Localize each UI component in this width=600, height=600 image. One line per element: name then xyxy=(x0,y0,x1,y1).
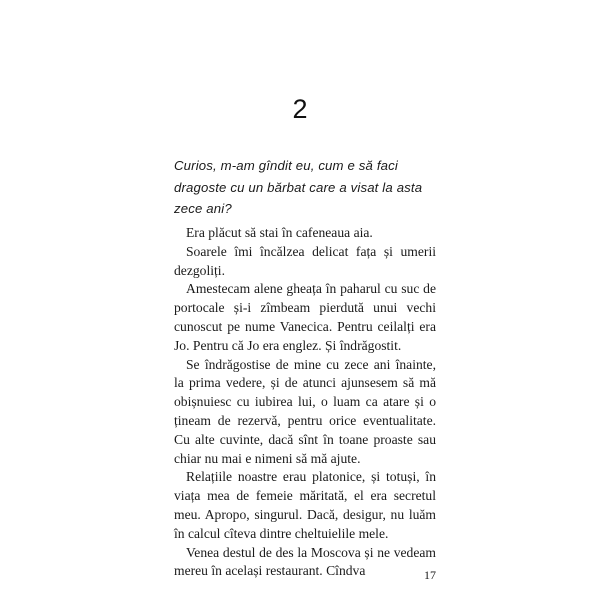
body-paragraph: Venea destul de des la Moscova și ne vedeam mereu în același restaurant. Cîndva xyxy=(174,544,436,579)
chapter-number: 2 xyxy=(292,94,308,124)
body-paragraph: Era plăcut să stai în cafeneaua aia. xyxy=(186,225,373,240)
body-paragraph: Se îndrăgostise de mine cu zece ani înainte, la prima vedere, și de atunci ajunsesem să mă obișnuiesc cu iubirea lui, o luam ca atare și o țineam de rezervă, pentru orice eventualitate. Cu alte cuvinte, dacă sînt în toane proaste sau chiar nu mai e nimeni să mă ajute. xyxy=(174,356,436,466)
body-paragraph: Relațiile noastre erau platonice, și totuși, în viața mea de femeie măritată, el era secretul meu. Apropo, singurul. Dacă, desigur, nu luăm în calcul cîteva dintre cheltuielile mele. xyxy=(174,469,436,541)
chapter-body xyxy=(174,224,436,581)
body-paragraph: Amestecam alene gheața în paharul cu suc de portocale și-i zîmbeam pierdută unui vechi cunoscut pe nume Vanecica. Pentru ceilalți era Jo. Pentru că Jo era englez. Și îndrăgostit. xyxy=(174,281,436,353)
body-paragraph: Soarele îmi încălzea delicat fața și umerii dezgoliți. xyxy=(174,243,436,278)
chapter-epigraph: Curios, m-am gîndit eu, cum e să faci dragoste cu un bărbat care a visat la asta zece ani? xyxy=(174,158,423,216)
page-number: 17 xyxy=(424,568,436,582)
